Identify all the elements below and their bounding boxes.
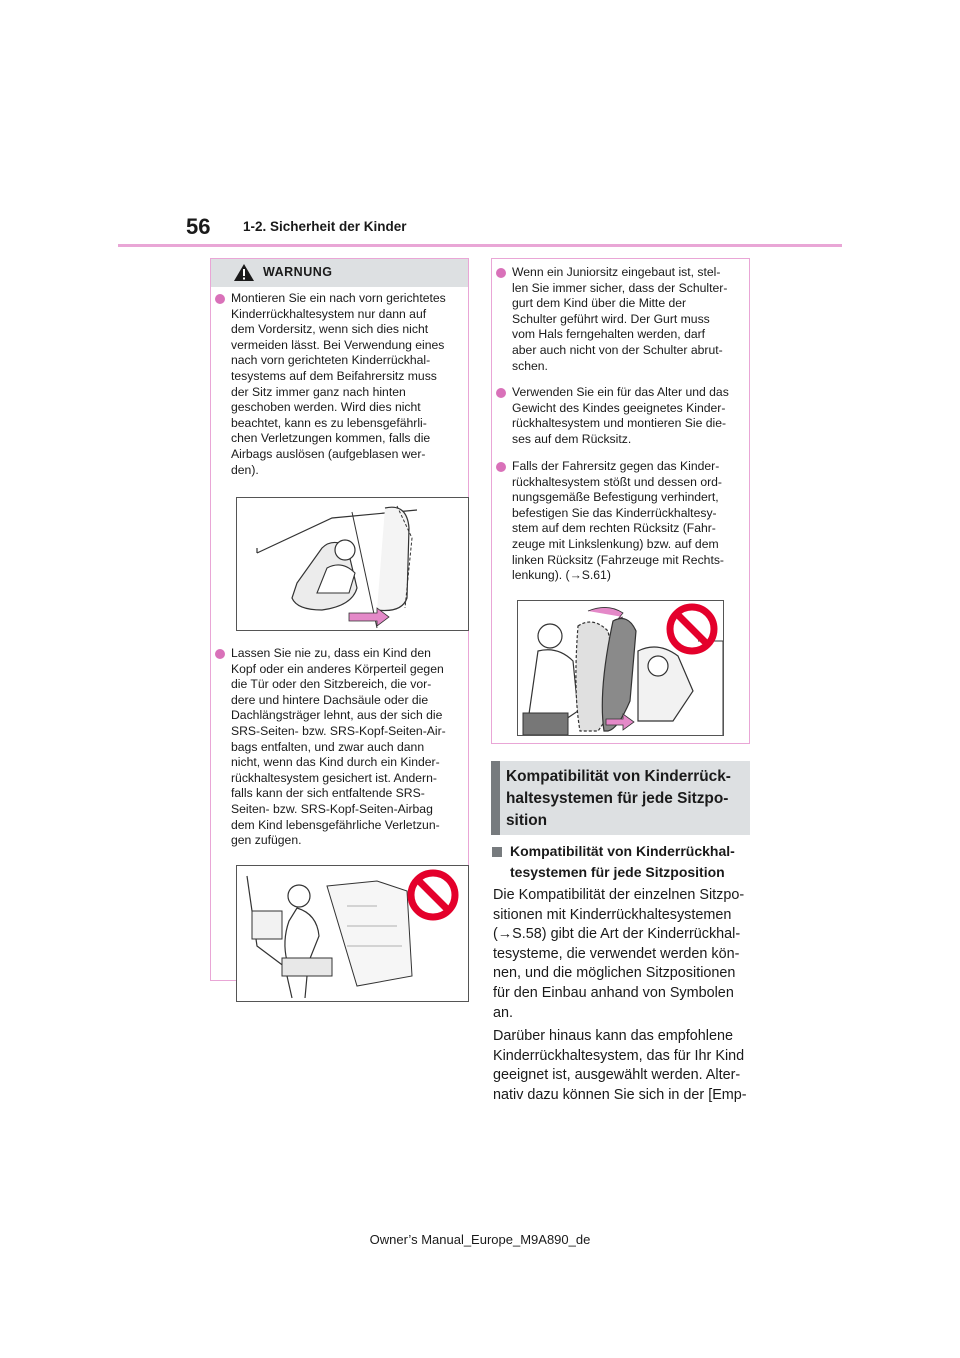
paragraph-compatibility: Die Kompatibilität der einzelnen Sitzpo- sitionen mit Kinderrückhaltesystemen (→S.58) gibt die Art der Kinderrückhal- tesysteme, die verwendet werden kön- nen, und die möglichen Sitzpositionen für den Einbau anhand von Symbolen an. bbox=[493, 887, 745, 1021]
bullet-icon bbox=[215, 649, 225, 659]
subheading: Kompatibilität von Kinderrückhal- tesystemen für jede Sitzposition bbox=[492, 841, 735, 883]
child-leaning-drawing bbox=[237, 866, 469, 1002]
driver-seat-illustration bbox=[517, 600, 724, 736]
caution-box-right bbox=[491, 258, 750, 744]
warning-title: WARNUNG bbox=[263, 265, 333, 279]
square-bullet-icon bbox=[492, 847, 502, 857]
warning-item-door-pillar: Lassen Sie nie zu, dass ein Kind den Kopf oder ein anderes Körperteil gegen die Tür oder den Sitzbereich, die vor- dere und hintere Dachsäule oder die Dachlängsträger lehnt, aus der sich die SRS-Seiten- bzw. SRS-Kopf-Seiten-Air- bags entfalten, und zwar auch dann nicht, wenn das Kind durch ein Kinder- rückhaltesystem gesichert ist. Andern- falls kann der sich entfaltende SRS- Seiten- bzw. SRS-Kopf-Seiten-Airbag dem Kind lebensgefährliche Verletzun- gen zufügen. bbox=[213, 646, 446, 849]
footer-manual-id: Owner’s Manual_Europe_M9A890_de bbox=[369, 1232, 591, 1247]
bullet-icon bbox=[215, 294, 225, 304]
bullet-icon bbox=[496, 462, 506, 472]
section-title-box bbox=[491, 761, 750, 835]
driver-seat-drawing bbox=[518, 601, 724, 736]
section-title-bar bbox=[491, 761, 500, 835]
bullet-icon bbox=[496, 388, 506, 398]
warning-box bbox=[210, 258, 469, 981]
item-suitable-system: Verwenden Sie ein für das Alter und das Gewicht des Kindes geeignetes Kinder- rückhaltesystem und montieren Sie die- ses auf dem Rücksitz. bbox=[494, 385, 729, 447]
item-booster-belt: Wenn ein Juniorsitz eingebaut ist, stel- len Sie immer sicher, dass der Schulter- gurt dem Kind über die Mitte der Schulter geführt wird. Der Gurt muss vom Hals ferngehalten werden, darf aber auch nicht von der Schulter abrut- schen. bbox=[494, 265, 727, 374]
section-title-line: sition bbox=[506, 812, 548, 829]
header-rule bbox=[118, 244, 842, 247]
section-heading: 1-2. Sicherheit der Kinder bbox=[243, 219, 407, 234]
child-leaning-illustration bbox=[236, 865, 469, 1002]
page-number: 56 bbox=[186, 214, 211, 239]
front-seat-illustration bbox=[236, 497, 469, 631]
bullet-icon bbox=[496, 268, 506, 278]
warning-item-front-seat: Montieren Sie ein nach vorn gerichtetes Kinderrückhaltesystem nur dann auf dem Vordersitz, wenn sich dies nicht vermeiden lässt. Bei Verwendung eines nach vorn gerichteten Kinderrückhal- tesystems auf dem Beifahrersitz muss der Sitz immer ganz nach hinten geschoben werden. Wird dies nicht beachtet, kann es zu lebensgefährli- chen Verletzungen kommen, falls die Airbags auslösen (aufgeblasen wer- den). bbox=[213, 291, 446, 478]
warning-triangle-icon bbox=[233, 263, 255, 282]
item-driver-seat: Falls der Fahrersitz gegen das Kinder- rückhaltesystem stößt und dessen ord- nungsgemäße Befestigung verhindert, befestigen Sie das Kinderrückhaltesy- stem auf dem rechten Rücksitz (Fahr- zeuge mit Linkslenkung) bzw. auf dem linken Rücksitz (Fahrzeuge mit Rechts- lenkung). (→S.61) bbox=[494, 459, 724, 584]
section-title-line: Kompatibilität von Kinderrück- bbox=[506, 768, 731, 785]
front-seat-drawing bbox=[237, 498, 469, 631]
paragraph-recommended: Darüber hinaus kann das empfohlene Kinderrückhaltesystem, das für Ihr Kind geeignet ist, ausgewählt werden. Alter- nativ dazu können Sie sich in der [Emp- bbox=[493, 1028, 747, 1103]
section-title-line: haltesystemen für jede Sitzpo- bbox=[506, 790, 729, 807]
warning-header bbox=[211, 259, 468, 287]
